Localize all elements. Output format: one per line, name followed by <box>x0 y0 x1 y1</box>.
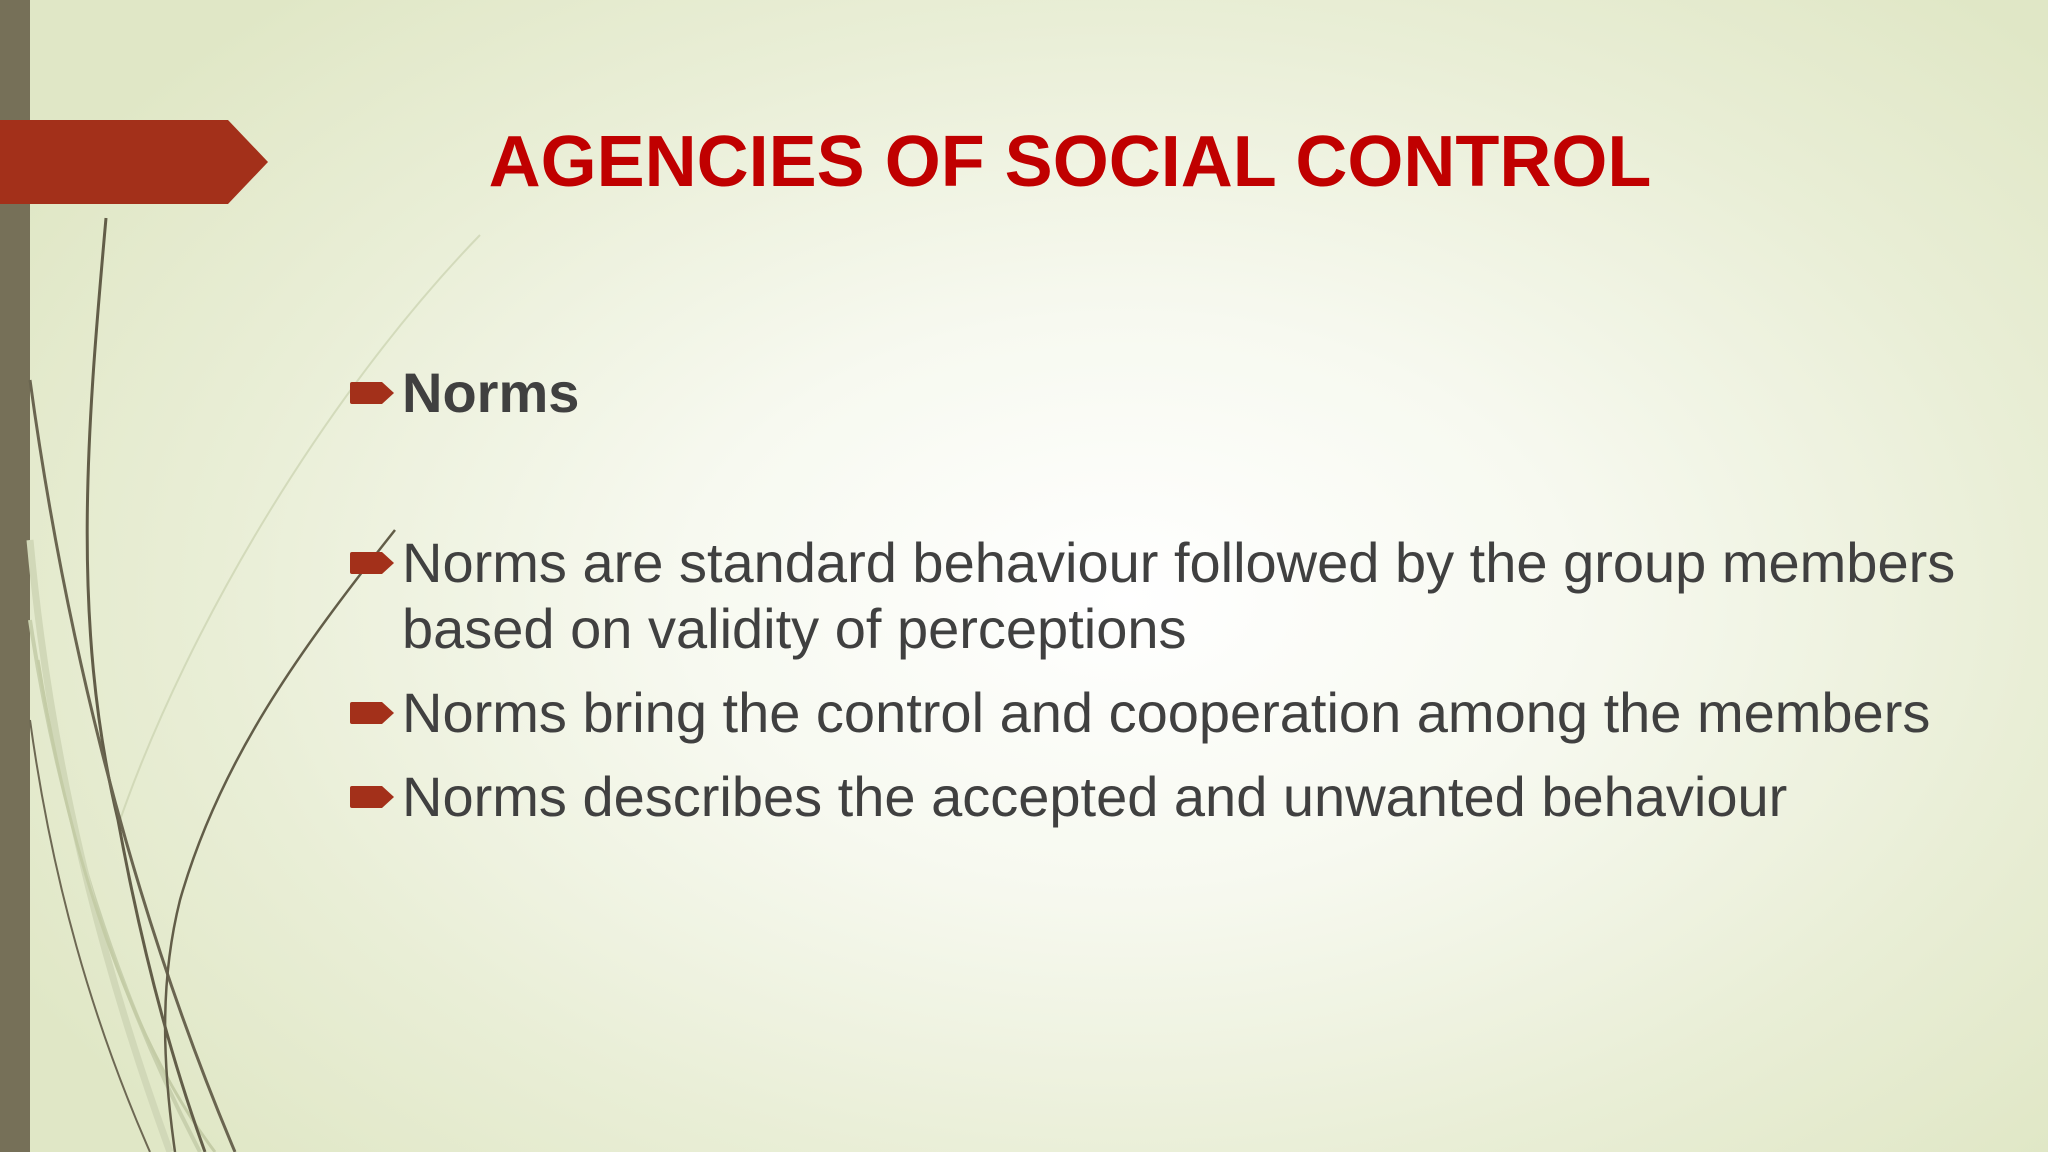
bullet-item <box>350 530 1970 662</box>
bullet-text: Norms bring the control and cooperation among the members <box>402 681 1931 744</box>
bullet-item <box>350 764 1970 830</box>
bullet-list <box>350 360 1970 848</box>
left-accent-bar <box>0 0 30 1152</box>
title-arrow-banner <box>0 120 268 204</box>
bullet-text: Norms <box>402 361 580 424</box>
slide-title: AGENCIES OF SOCIAL CONTROL <box>488 122 1652 202</box>
bullet-text: Norms are standard behaviour followed by the group members based on validity of perceptions <box>402 531 1956 660</box>
right-arrow-bullet-icon <box>350 786 394 808</box>
bullet-item <box>350 680 1970 746</box>
right-arrow-bullet-icon <box>350 552 394 574</box>
bullet-item <box>350 360 1970 426</box>
right-arrow-bullet-icon <box>350 702 394 724</box>
right-arrow-bullet-icon <box>350 382 394 404</box>
bullet-text: Norms describes the accepted and unwanted behaviour <box>402 765 1788 828</box>
